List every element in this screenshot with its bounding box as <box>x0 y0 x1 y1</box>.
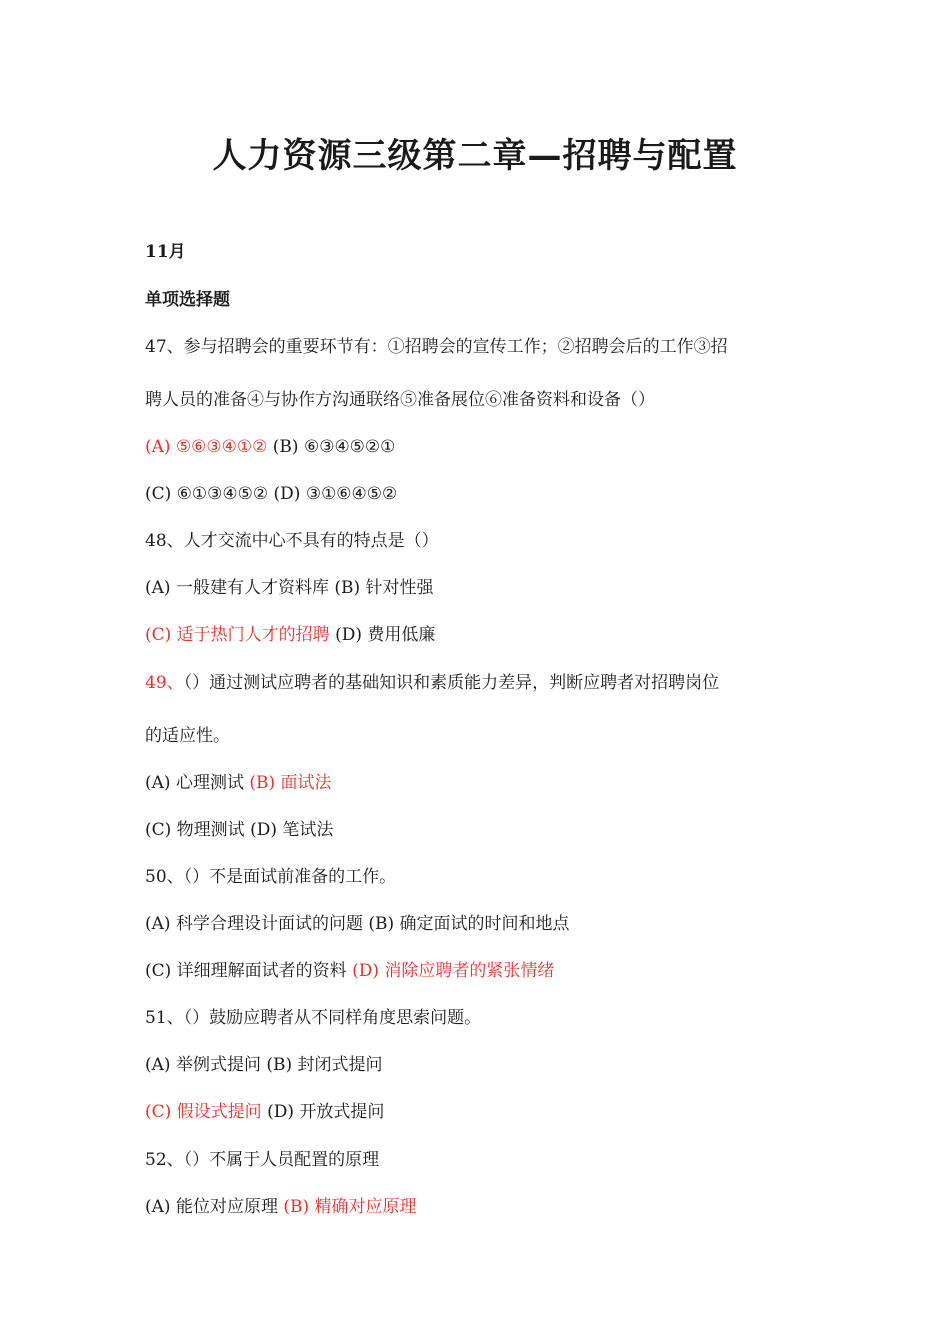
question-51-option-d: (D) 开放式提问 <box>267 1102 385 1122</box>
question-49-option-b-answer: (B) 面试法 <box>249 773 332 793</box>
question-49-options-cd <box>145 818 333 842</box>
question-47-option-d: (D) ③①⑥④⑤② <box>273 484 398 504</box>
question-48-stem: 48、人才交流中心不具有的特点是（） <box>145 531 439 551</box>
question-49-number: 49、 <box>145 673 184 693</box>
question-50-option-a: (A) 科学合理设计面试的问题 <box>145 914 363 934</box>
question-51-option-c-answer: (C) 假设式提问 <box>145 1102 262 1122</box>
question-48-option-c-answer: (C) 适于热门人才的招聘 <box>145 625 330 645</box>
page-title: 人力资源三级第二章—招聘与配置 <box>212 136 738 176</box>
question-48-options-ab <box>145 576 434 600</box>
question-47-options-cd <box>145 482 397 506</box>
question-51-option-a: (A) 举例式提问 <box>145 1055 261 1075</box>
question-50-options-cd <box>145 959 554 983</box>
question-52-option-a: (A) 能位对应原理 <box>145 1197 278 1217</box>
question-47-options-ab <box>145 435 395 459</box>
question-49-stem-line-2: 的适应性。 <box>145 726 230 746</box>
question-48-option-b: (B) 针对性强 <box>334 578 434 598</box>
question-50-option-c: (C) 详细理解面试者的资料 <box>145 961 347 981</box>
question-47-option-b: (B) ⑥③④⑤②① <box>272 437 396 457</box>
question-50-option-b: (B) 确定面试的时间和地点 <box>368 914 570 934</box>
question-49-options-ab <box>145 771 332 795</box>
question-51-option-b: (B) 封闭式提问 <box>266 1055 383 1075</box>
month-heading: 11月 <box>145 242 186 262</box>
question-47-stem-line-1: 47、参与招聘会的重要环节有：①招聘会的宣传工作；②招聘会后的工作③招 <box>145 337 728 357</box>
question-51-options-ab <box>145 1053 383 1077</box>
question-49-stem-text: （）通过测试应聘者的基础知识和素质能力差异，判断应聘者对招聘岗位 <box>183 673 720 693</box>
question-47-option-c: (C) ⑥①③④⑤② <box>145 484 269 504</box>
question-52-stem: 52、（）不属于人员配置的原理 <box>145 1150 380 1170</box>
question-51-stem: 51、（）鼓励应聘者从不同样角度思索问题。 <box>145 1008 482 1028</box>
question-50-option-d-answer: (D) 消除应聘者的紧张情绪 <box>352 961 555 981</box>
question-49-stem-line-1 <box>145 671 719 695</box>
question-52-options-ab <box>145 1195 417 1219</box>
question-52-option-b-answer: (B) 精确对应原理 <box>283 1197 417 1217</box>
question-48-options-cd <box>145 623 435 647</box>
question-48-option-a: (A) 一般建有人才资料库 <box>145 578 329 598</box>
section-heading: 单项选择题 <box>145 290 230 310</box>
question-47-stem-line-2: 聘人员的准备④与协作方沟通联络⑤准备展位⑥准备资料和设备（） <box>145 390 655 410</box>
question-51-options-cd <box>145 1100 384 1124</box>
question-50-stem: 50、（）不是面试前准备的工作。 <box>145 867 397 887</box>
question-50-options-ab <box>145 912 570 936</box>
question-49-option-c: (C) 物理测试 <box>145 820 245 840</box>
question-47-option-a-answer: (A) ⑤⑥③④①② <box>145 437 268 457</box>
question-49-option-a: (A) 心理测试 <box>145 773 244 793</box>
question-49-option-d: (D) 笔试法 <box>250 820 334 840</box>
question-48-option-d: (D) 费用低廉 <box>335 625 436 645</box>
